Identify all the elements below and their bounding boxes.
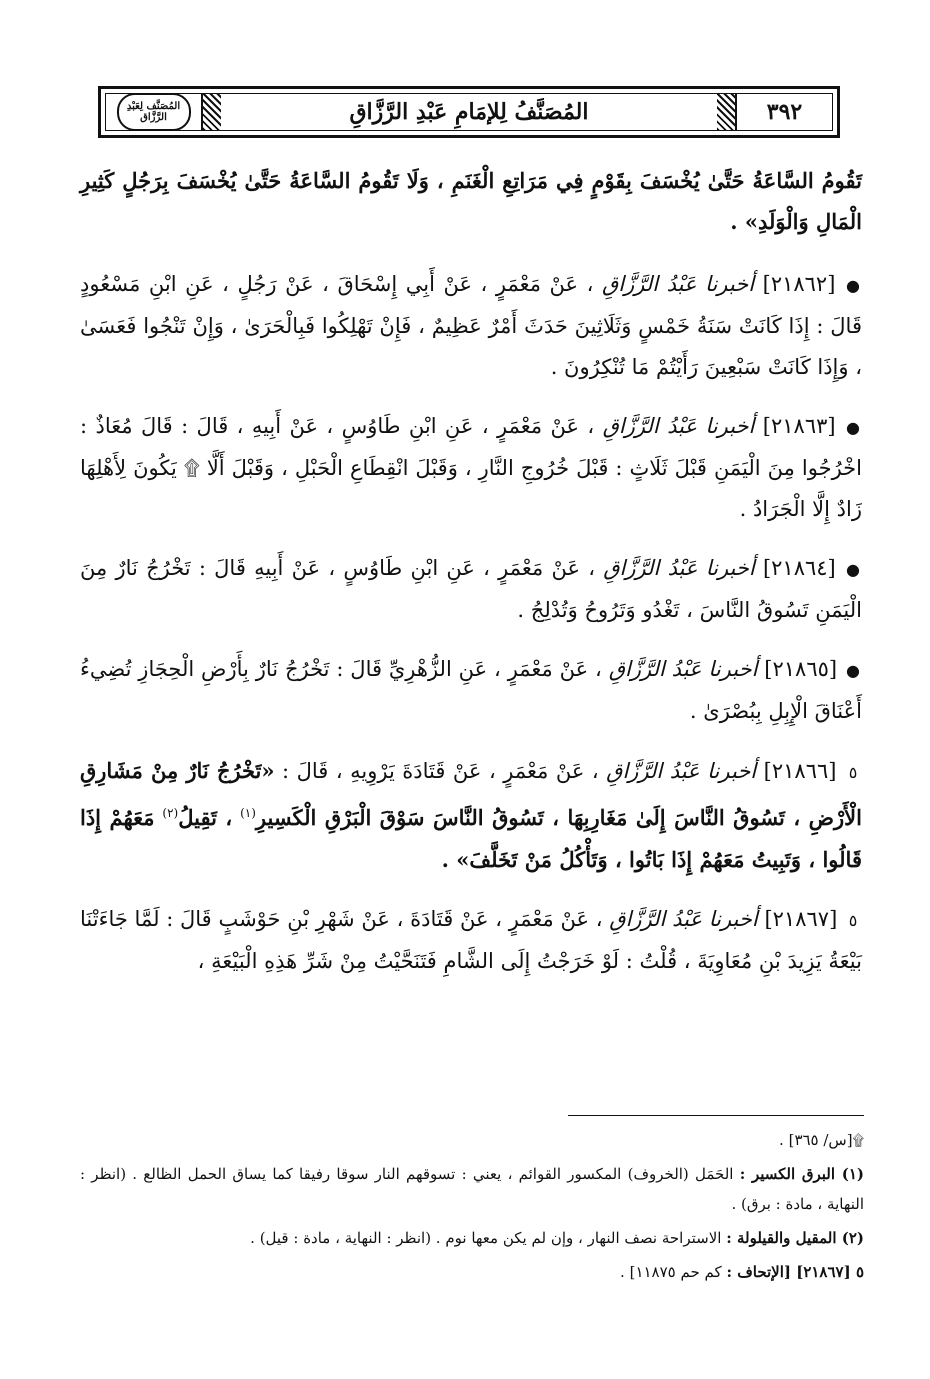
prophetic-quote-a: «تَخْرُجُ نَارٌ مِنْ مَشَارِقِ الْأَرْضِ ، تَسُوقُ النَّاسَ إِلَىٰ مَغَارِبِهَا ، تَسُوقُ النَّاسَ سَوْقَ الْبَرْقِ الْكَسِيرِ bbox=[80, 758, 862, 830]
header-frame bbox=[105, 93, 833, 131]
hadith-text: ، عَنْ مَعْمَرٍ ، عَنْ أَبِي إِسْحَاقَ ، عَنْ رَجُلٍ ، عَنِ ابْنِ مَسْعُودٍ قَالَ : إِذَا كَانَتْ سَنَةُ خَمْسٍ وَثَلَاثِينَ حَدَثَ أَمْرٌ عَظِيمٌ ، فَإِنْ تَهْلِكُوا فَبِالْحَرَىٰ ، وَإِنْ تَنْجُوا فَعَسَىٰ ، وَإِذَا كَانَتْ سَبْعِينَ رَأَيْتُمْ مَا تُنْكِرُونَ . bbox=[80, 272, 862, 379]
footnote-2-text: الاستراحة نصف النهار ، وإن لم يكن معها نوم . (انظر : النهاية ، مادة : قيل) . bbox=[250, 1229, 722, 1247]
footnote-2 bbox=[80, 1223, 864, 1253]
footnote-1-label: (١) البرق الكسير : bbox=[739, 1165, 865, 1183]
bullet-marker: ● bbox=[846, 418, 860, 437]
hadith-21864 bbox=[80, 548, 862, 631]
circle-marker: ٥ bbox=[848, 763, 858, 782]
hadith-21867 bbox=[80, 899, 862, 982]
footnote-1-text: الحَمَل (الخروف) المكسور القوائم ، يعني : تسوقهم النار سوقا رفيقا كما يساق الحمل الظالع . (انظر : النهاية ، مادة : برق) . bbox=[80, 1165, 864, 1213]
emblem-box bbox=[106, 94, 203, 130]
hadith-number: [٢١٨٦٥] bbox=[764, 657, 838, 681]
hadith-21863 bbox=[80, 406, 862, 530]
footnote-2-label: (٢) المقيل والقيلولة : bbox=[726, 1229, 864, 1247]
hadith-21862 bbox=[80, 264, 862, 388]
hadith-21865 bbox=[80, 649, 862, 732]
footnote-3-label: ٥ [٢١٨٦٧] [الإتحاف : bbox=[726, 1263, 864, 1281]
hadith-number: [٢١٨٦٦] bbox=[763, 759, 837, 783]
narrator-ref: أخبرنا عَبْدُ الرَّزَّاقِ bbox=[603, 556, 755, 580]
bullet-marker: ● bbox=[846, 661, 860, 680]
footnote-1 bbox=[80, 1159, 864, 1219]
hadith-number: [٢١٨٦٢] bbox=[762, 272, 836, 296]
footnote-source: ۩[س/ ٣٦٥] . bbox=[779, 1131, 864, 1149]
hadith-text: ، عَنْ مَعْمَرٍ ، عَنِ ابْنِ طَاوُسٍ ، عَنْ أَبِيهِ ، قَالَ : قَالَ مُعَاذٌ : اخْرُجُوا مِنَ الْيَمَنِ قَبْلَ ثَلَاثٍ : قَبْلَ خُرُوجِ النَّارِ ، وَقَبْلَ انْقِطَاعِ الْحَبْلِ ، وَقَبْلَ أَلَّا ۩ يَكُونَ لِأَهْلِهَا زَادٌ إِلَّا الْجَرَادُ . bbox=[80, 414, 862, 521]
hadith-text: ، عَنْ مَعْمَرٍ ، عَنِ الزُّهْرِيِّ قَالَ : تَخْرُجُ نَارٌ بِأَرْضِ الْحِجَازِ تُضِيءُ أَعْنَاقَ الْإِبِلِ بِبُصْرَىٰ . bbox=[80, 657, 862, 723]
prophetic-quote-c: مَعَهُمْ إِذَا قَالُوا ، وَتَبِيتُ مَعَهُمْ إِذَا بَاتُوا ، وَتَأْكُلُ مَنْ تَخَلَّفَ» . bbox=[80, 805, 862, 872]
hadith-text: ، عَنْ مَعْمَرٍ ، عَنْ قَتَادَةَ ، عَنْ شَهْرِ بْنِ حَوْشَبٍ قَالَ : لَمَّا جَاءَتْنَا بَيْعَةُ يَزِيدَ بْنِ مُعَاوِيَةَ ، قُلْتُ : لَوْ خَرَجْتُ إِلَى الشَّامِ فَتَنَحَّيْتُ مِنْ شَرِّ هَذِهِ الْبَيْعَةِ ، bbox=[80, 907, 862, 973]
footnote-3 bbox=[80, 1257, 864, 1287]
narrator-ref: أخبرنا عَبْدُ الرَّزَّاقِ bbox=[608, 657, 758, 681]
hadith-21866 bbox=[80, 750, 862, 881]
footnote-divider bbox=[568, 1115, 864, 1116]
page-number-box bbox=[735, 94, 832, 130]
narrator-ref: أخبرنا عَبْدُ الرَّزَّاقِ bbox=[609, 907, 758, 931]
bullet-marker: ● bbox=[846, 560, 860, 579]
hadith-text: ، عَنْ مَعْمَرٍ ، عَنِ ابْنِ طَاوُسٍ ، عَنْ أَبِيهِ قَالَ : تَخْرُجُ نَارٌ مِنَ الْيَمَنِ تَسُوقُ النَّاسَ ، تَغْدُو وَتَرُوحُ وَتُدْلِجُ . bbox=[80, 556, 862, 622]
footnote-ref-2[interactable]: (٢) bbox=[162, 806, 179, 820]
footnote-3-text: كم حم ١١٨٧٥] . bbox=[620, 1263, 722, 1281]
book-emblem: المُصَنَّف لِعَبْدِ الرَّزَّاق bbox=[117, 93, 191, 131]
header-ornament-right bbox=[717, 94, 735, 130]
main-text bbox=[80, 160, 862, 1000]
footnote-ref-1[interactable]: (١) bbox=[240, 806, 256, 820]
narrator-ref: أخبرنا عَبْدُ الرَّزَّاقِ bbox=[606, 759, 757, 783]
running-title: المُصَنَّفُ لِلإمَامِ عَبْدِ الرَّزَّاقِ bbox=[349, 99, 589, 125]
hadith-number: [٢١٨٦٣] bbox=[762, 414, 836, 438]
paragraph-continuation: تَقُومُ السَّاعَةُ حَتَّىٰ يُخْسَفَ بِقَوْمٍ فِي مَرَاتِعِ الْغَنَمِ ، وَلَا تَقُومُ السَّاعَةُ حَتَّىٰ يُخْسَفَ بِرَجُلٍ كَثِيرِ الْمَالِ وَالْوَلَدِ» . bbox=[80, 168, 862, 234]
narrator-ref: أخبرنا عَبْدُ الرَّزَّاقِ bbox=[601, 272, 755, 296]
circle-marker: ٥ bbox=[848, 911, 858, 930]
page-number: ٣٩٢ bbox=[766, 99, 803, 125]
footnotes bbox=[80, 1125, 864, 1291]
hadith-number: [٢١٨٦٤] bbox=[762, 556, 836, 580]
page-header bbox=[98, 86, 840, 138]
hadith-number: [٢١٨٦٧] bbox=[764, 907, 838, 931]
header-ornament-left bbox=[203, 94, 221, 130]
prophetic-quote-b: ، تَقِيلُ bbox=[178, 805, 233, 830]
bullet-marker: ● bbox=[846, 276, 860, 295]
hadith-text: ، عَنْ مَعْمَرٍ ، عَنْ قَتَادَةَ يَرْوِيهِ ، قَالَ : bbox=[282, 759, 599, 783]
narrator-ref: أخبرنا عَبْدُ الرَّزَّاقِ bbox=[602, 414, 755, 438]
